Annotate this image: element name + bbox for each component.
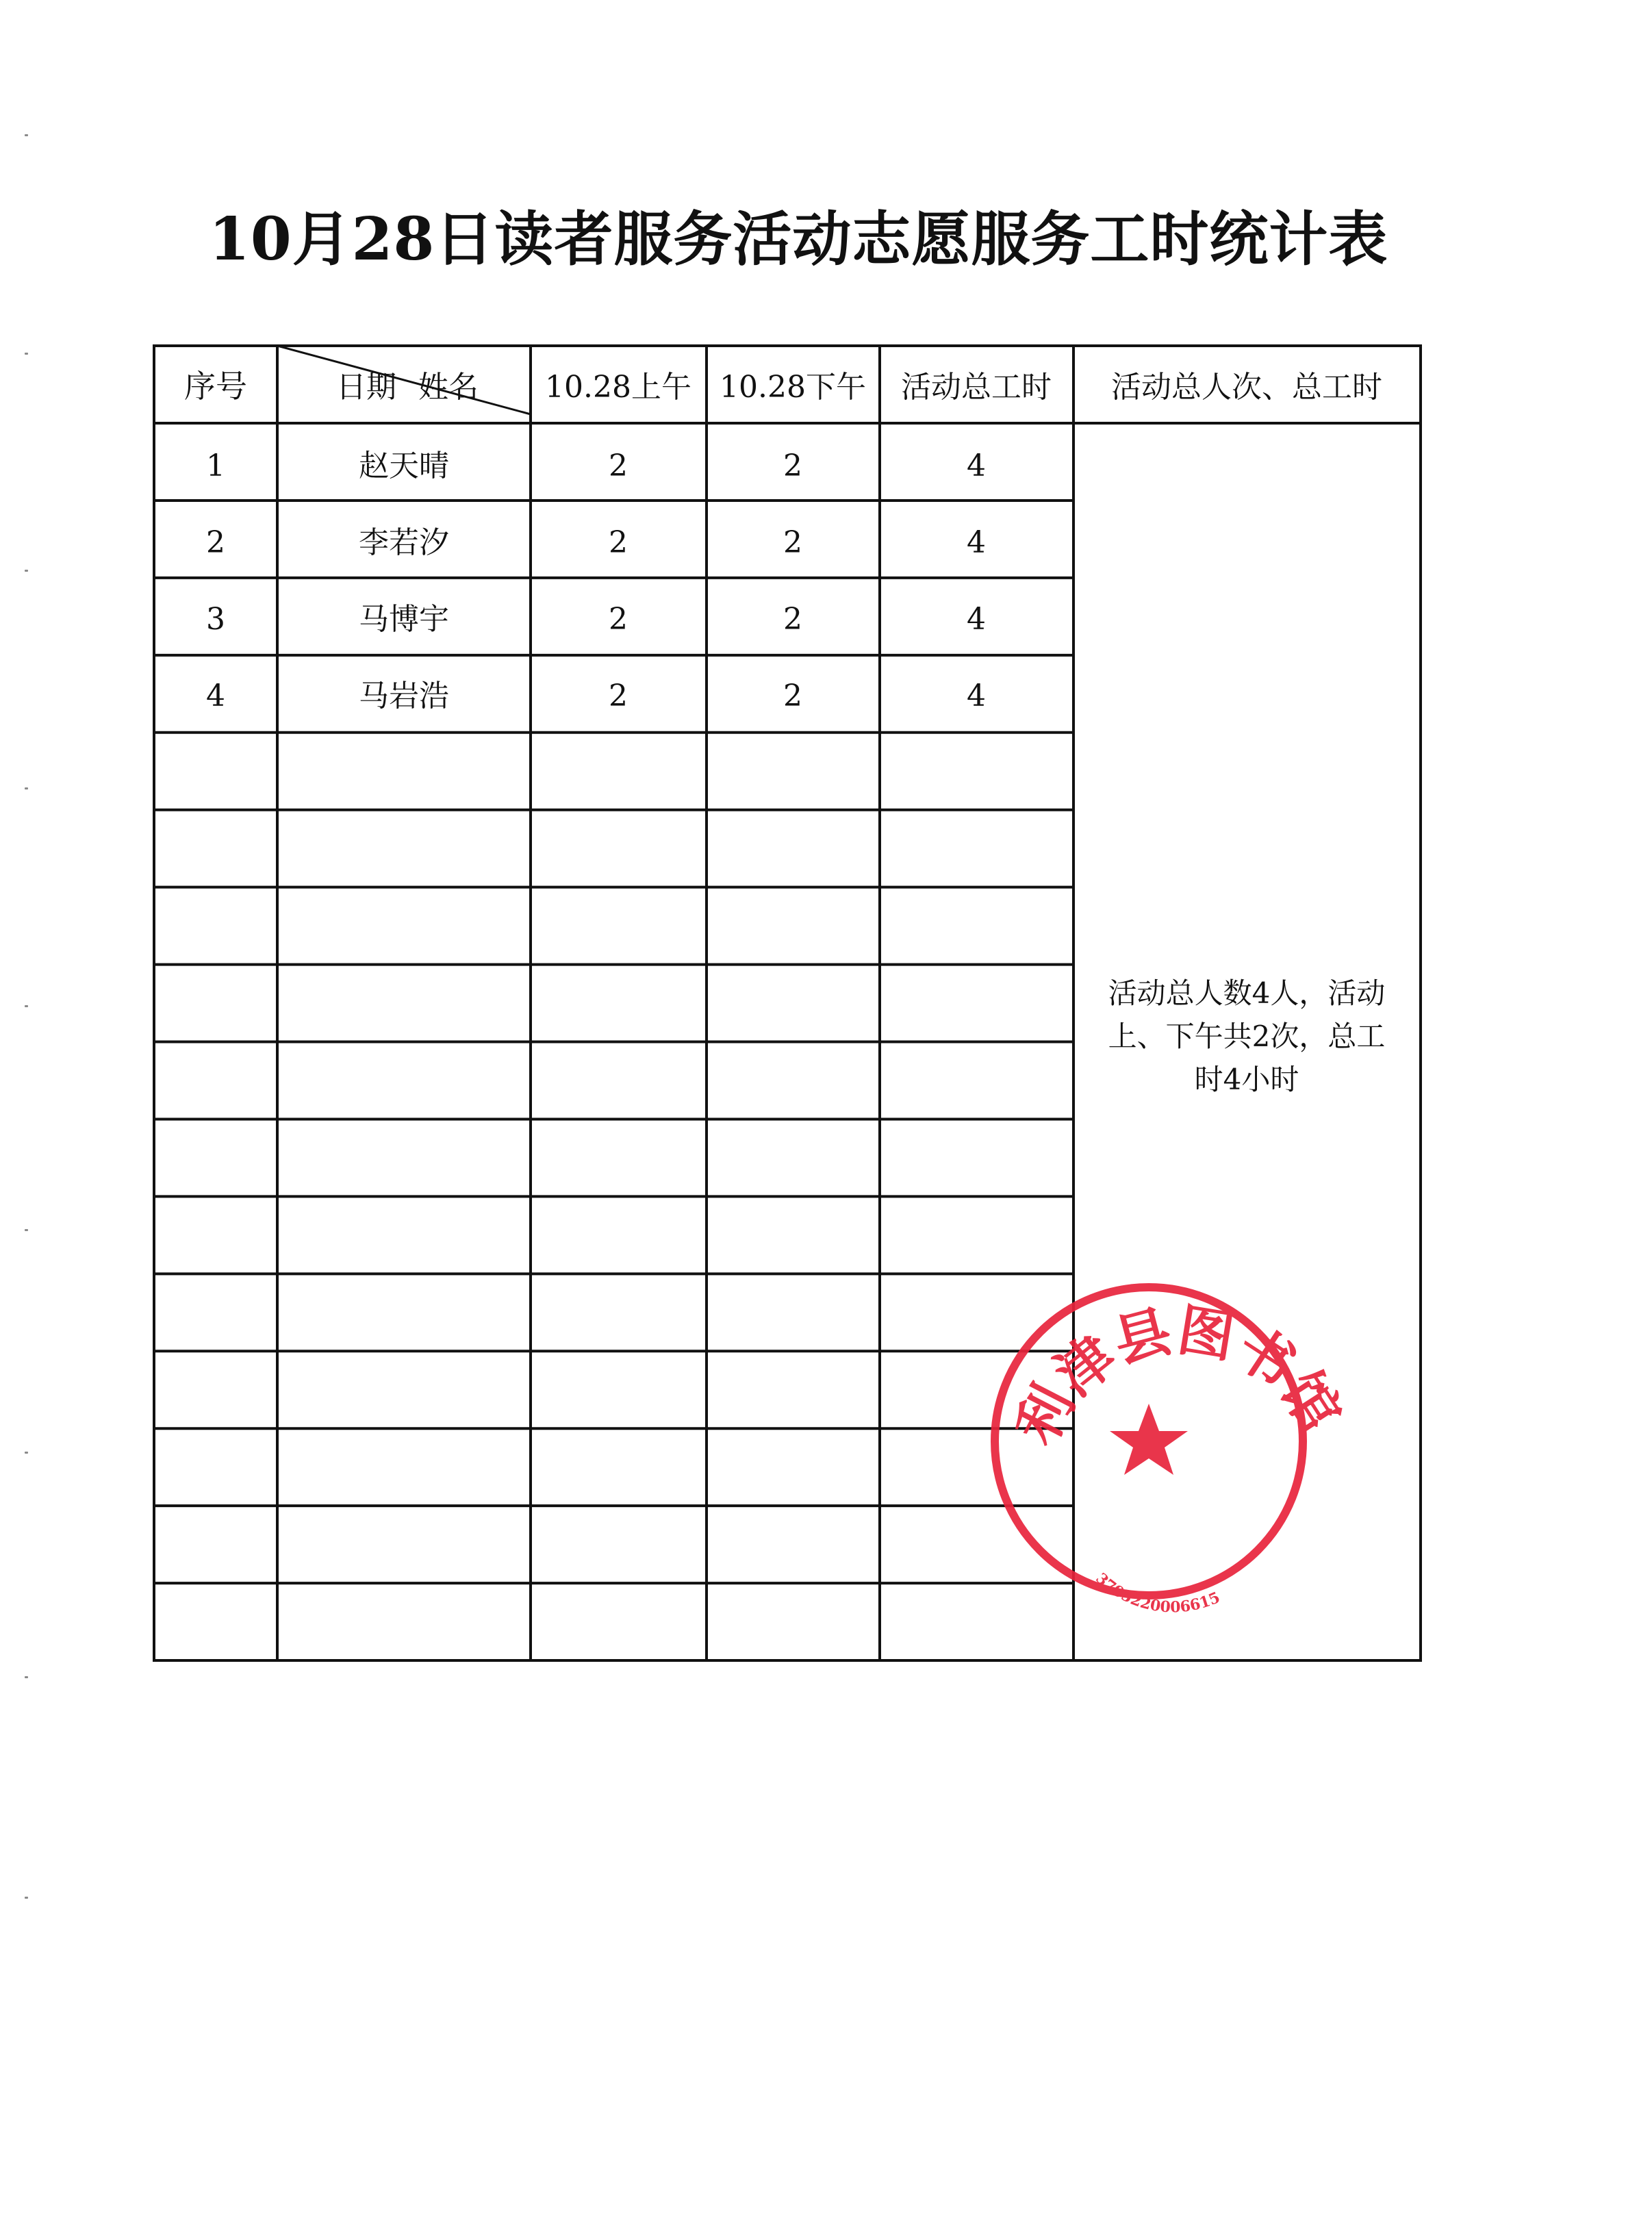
row-am: 2 [609,602,628,637]
row-pm: 2 [783,679,802,713]
header-pm: 10.28下午 [720,370,866,405]
table-row [206,525,986,560]
seal-number: 3705220006615 [1092,1569,1223,1617]
official-seal [995,1287,1354,1616]
row-index: 3 [206,602,225,637]
row-total: 4 [967,448,986,483]
star-icon [1110,1404,1188,1475]
row-name: 马博宇 [359,602,449,637]
row-am: 2 [609,525,628,560]
header-total: 活动总工时 [901,370,1052,405]
table-row [206,679,986,713]
row-total: 4 [967,525,986,560]
header-index: 序号 [184,368,247,405]
row-pm: 2 [783,602,802,637]
row-name: 李若汐 [359,525,449,560]
row-total: 4 [967,602,986,637]
seal-text: 利津县图书馆 [1003,1297,1354,1456]
table-row [206,448,986,483]
row-total: 4 [967,679,986,713]
row-pm: 2 [783,448,802,483]
row-index: 4 [206,679,225,713]
header-am: 10.28上午 [545,370,691,405]
row-am: 2 [609,679,628,713]
summary-line: 上、下午共2次，总工 [1108,1020,1386,1053]
table-row [206,602,986,637]
row-index: 2 [206,525,225,560]
row-am: 2 [609,448,628,483]
header-name: 姓名 [418,370,479,405]
row-index: 1 [206,448,225,483]
header-summary: 活动总人次、总工时 [1111,370,1382,405]
row-name: 赵天晴 [359,448,449,483]
header-date: 日期 [336,370,396,405]
document-title: 10月28日读者服务活动志愿服务工时统计表 [209,205,1388,274]
row-pm: 2 [783,525,802,560]
row-name: 马岩浩 [359,679,449,713]
summary-line: 活动总人数4人，活动 [1108,976,1386,1010]
summary-line: 时4小时 [1194,1063,1299,1096]
